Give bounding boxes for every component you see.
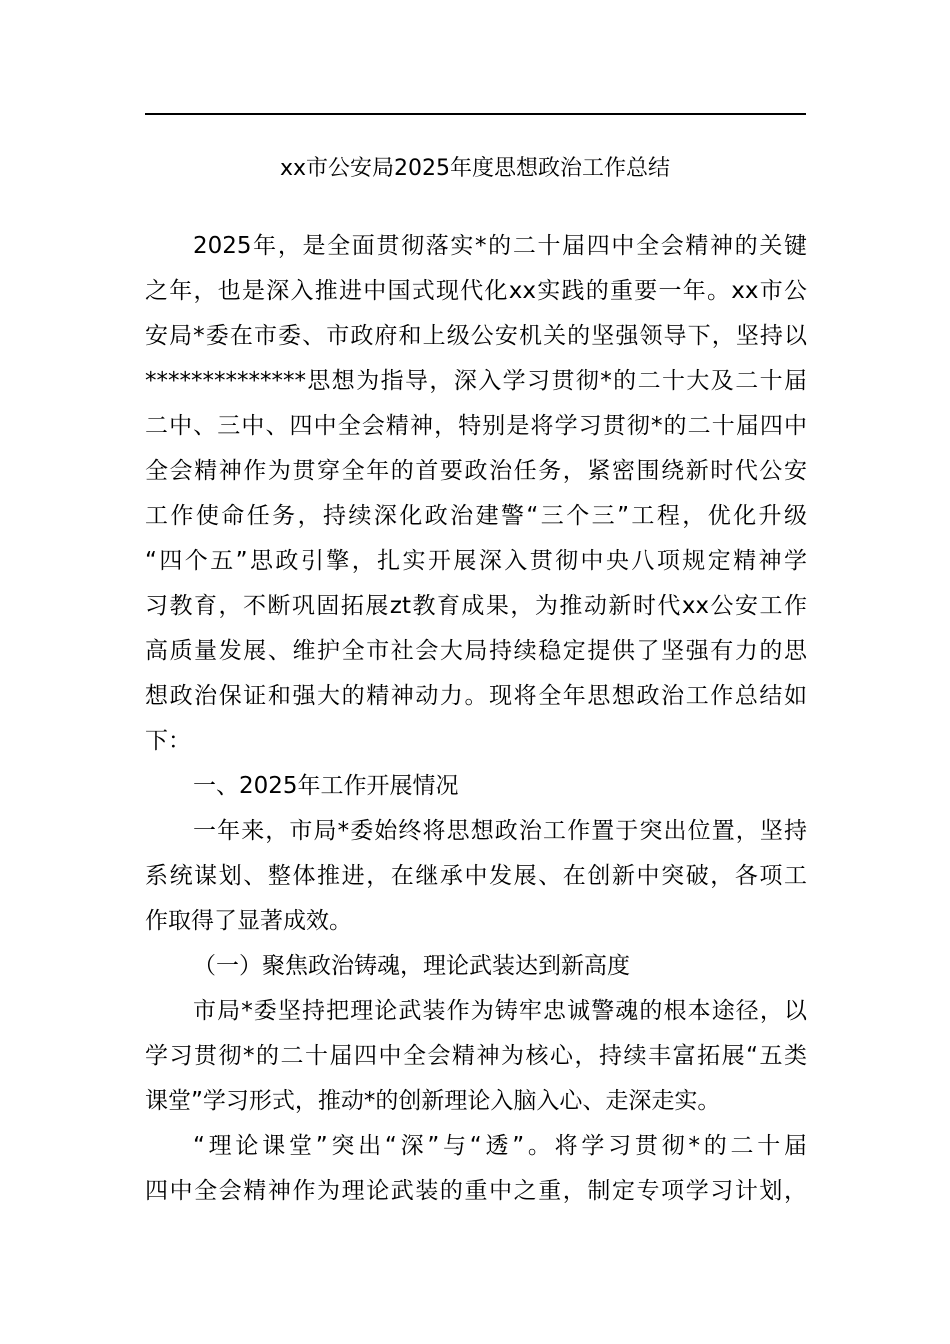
text-line: 学习贯彻*的二十届四中全会精神为核心，持续丰富拓展“五类 <box>145 1043 807 1069</box>
text-line: 系统谋划、整体推进，在继承中发展、在创新中突破，各项工 <box>145 863 807 889</box>
section-heading-text: 一、2025年工作开展情况 <box>193 773 459 799</box>
item-paragraph <box>145 1124 807 1214</box>
text-line: 安局*委在市委、市政府和上级公安机关的坚强领导下，坚持以 <box>145 323 807 349</box>
text-line: 习教育，不断巩固拓展zt教育成果，为推动新时代xx公安工作 <box>145 593 807 619</box>
text-line: 课堂”学习形式，推动*的创新理论入脑入心、走深走实。 <box>145 1088 721 1114</box>
text-line: 2025年，是全面贯彻落实*的二十届四中全会精神的关键 <box>193 233 807 259</box>
text-line: 一年来，市局*委始终将思想政治工作置于突出位置，坚持 <box>193 818 807 844</box>
text-line: 四中全会精神作为理论武装的重中之重，制定专项学习计划， <box>145 1178 807 1204</box>
text-line: “四个五”思政引擎，扎实开展深入贯彻中央八项规定精神学 <box>145 548 807 574</box>
document-title: xx市公安局2025年度思想政治工作总结 <box>279 156 671 181</box>
section-heading <box>145 764 807 809</box>
text-line: 工作使命任务，持续深化政治建警“三个三”工程，优化升级 <box>145 503 807 529</box>
section-paragraph <box>145 809 807 944</box>
text-line: 市局*委坚持把理论武装作为铸牢忠诚警魂的根本途径，以 <box>193 998 807 1024</box>
text-line: 二中、三中、四中全会精神，特别是将学习贯彻*的二十届四中 <box>145 413 807 439</box>
header-rule <box>145 113 806 115</box>
text-line: 之年，也是深入推进中国式现代化xx实践的重要一年。xx市公 <box>145 278 807 304</box>
subsection-paragraph <box>145 989 807 1124</box>
text-line: **************思想为指导，深入学习贯彻*的二十大及二十届 <box>145 368 807 394</box>
intro-paragraph <box>145 224 807 764</box>
text-line: 作取得了显著成效。 <box>145 908 352 934</box>
text-line: 高质量发展、维护全市社会大局持续稳定提供了坚强有力的思 <box>145 638 807 664</box>
text-line: 想政治保证和强大的精神动力。现将全年思想政治工作总结如 <box>145 683 807 709</box>
text-line: 全会精神作为贯穿全年的首要政治任务，紧密围绕新时代公安 <box>145 458 807 484</box>
text-line: “理论课堂”突出“深”与“透”。将学习贯彻*的二十届 <box>193 1133 807 1159</box>
subsection-heading-text: （一）聚焦政治铸魂，理论武装达到新高度 <box>193 953 630 979</box>
text-line: 下： <box>145 728 191 754</box>
subsection-heading <box>145 944 807 989</box>
